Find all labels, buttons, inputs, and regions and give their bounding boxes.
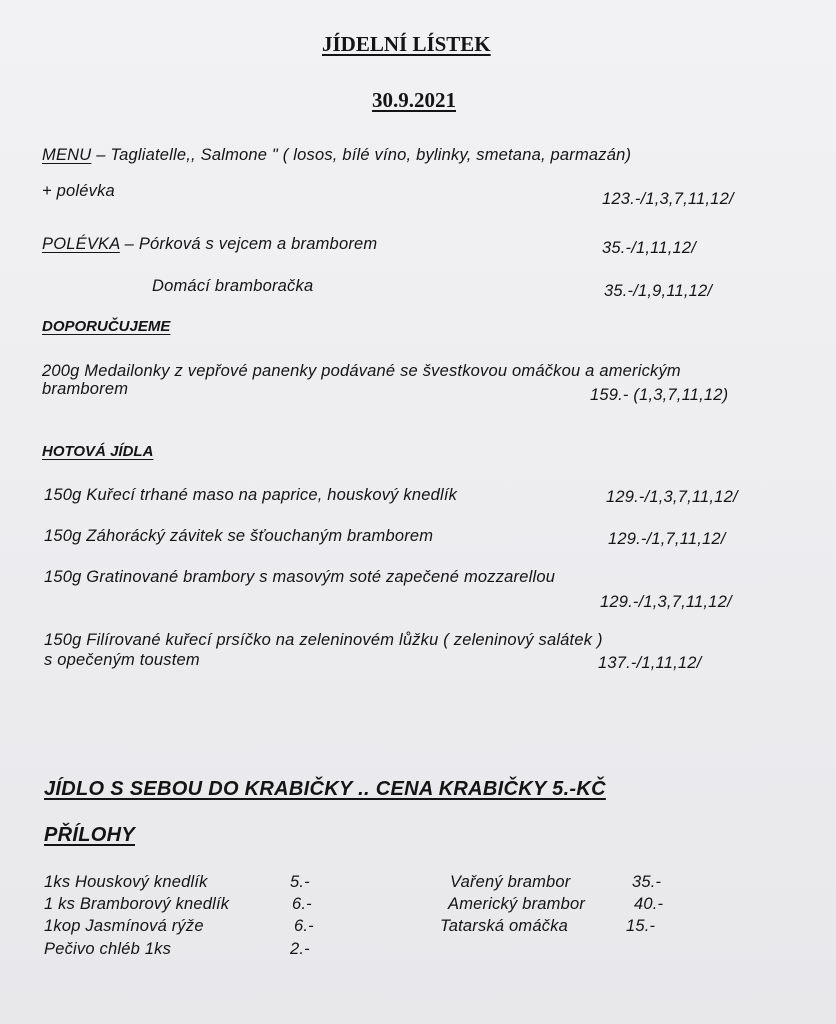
meal-name: 150g Filírované kuřecí prsíčko na zeleninovém lůžku ( zeleninový salátek ) (44, 631, 603, 649)
soup-price: 35.-/1,9,11,12/ (604, 282, 713, 300)
meal-name: 150g Záhorácký závitek se šťouchaným bramborem (44, 527, 434, 545)
recommend-dish-price: 159.- (1,3,7,11,12) (590, 386, 729, 404)
soup-price: 35.-/1,11,12/ (602, 239, 697, 257)
side-price: 6.- (292, 895, 312, 913)
soup-dash: – (124, 235, 135, 253)
side-name: 1 ks Bramborový knedlík (44, 895, 230, 913)
side-name: Vařený brambor (450, 873, 571, 891)
daily-menu-addon: + polévka (42, 182, 115, 200)
meal-name: 150g Kuřecí trhané maso na paprice, houskový knedlík (44, 486, 458, 504)
recommend-dish-line-1: 200g Medailonky z vepřové panenky podávané se švestkovou omáčkou a americkým (42, 362, 681, 380)
daily-menu-line (42, 146, 631, 165)
side-price: 5.- (290, 873, 310, 891)
meal-price: 129.-/1,3,7,11,12/ (606, 488, 738, 506)
meal-price: 137.-/1,11,12/ (598, 654, 702, 672)
side-price: 2.- (290, 940, 310, 958)
daily-menu-price: 123.-/1,3,7,11,12/ (602, 190, 734, 208)
takeaway-note: JÍDLO S SEBOU DO KRABIČKY .. CENA KRABIČKY 5.-KČ (44, 778, 606, 800)
side-name: Tatarská omáčka (440, 917, 569, 935)
soup-line-1 (42, 235, 377, 254)
soup-section-label: POLÉVKA (42, 235, 120, 253)
page-title: JÍDELNÍ LÍSTEK (322, 32, 491, 56)
daily-menu-label: MENU (42, 146, 92, 164)
soup-name: Pórková s vejcem a bramborem (138, 235, 378, 253)
ready-meals-section-label: HOTOVÁ JÍDLA (42, 443, 154, 460)
soup-name: Domácí bramboračka (152, 277, 314, 295)
meal-name-line-2: s opečeným toustem (44, 651, 200, 669)
side-price: 35.- (632, 873, 662, 891)
meal-price: 129.-/1,7,11,12/ (608, 530, 726, 548)
meal-name: 150g Gratinované brambory s masovým soté zapečené mozzarellou (44, 568, 556, 586)
side-price: 6.- (294, 917, 314, 935)
side-name: 1kop Jasmínová rýže (44, 917, 204, 935)
menu-date: 30.9.2021 (372, 88, 456, 112)
recommend-section-label: DOPORUČUJEME (42, 318, 171, 335)
daily-menu-description: Tagliatelle,, Salmone " ( losos, bílé víno, bylinky, smetana, parmazán) (110, 146, 632, 164)
side-price: 40.- (634, 895, 664, 913)
side-name: 1ks Houskový knedlík (44, 873, 208, 891)
daily-menu-dash: – (96, 146, 106, 164)
meal-price: 129.-/1,3,7,11,12/ (600, 593, 732, 611)
side-name: Pečivo chléb 1ks (44, 940, 172, 958)
sides-section-label: PŘÍLOHY (44, 824, 135, 846)
side-name: Americký brambor (448, 895, 586, 913)
recommend-dish-line-2: bramborem (42, 380, 129, 398)
side-price: 15.- (626, 917, 656, 935)
